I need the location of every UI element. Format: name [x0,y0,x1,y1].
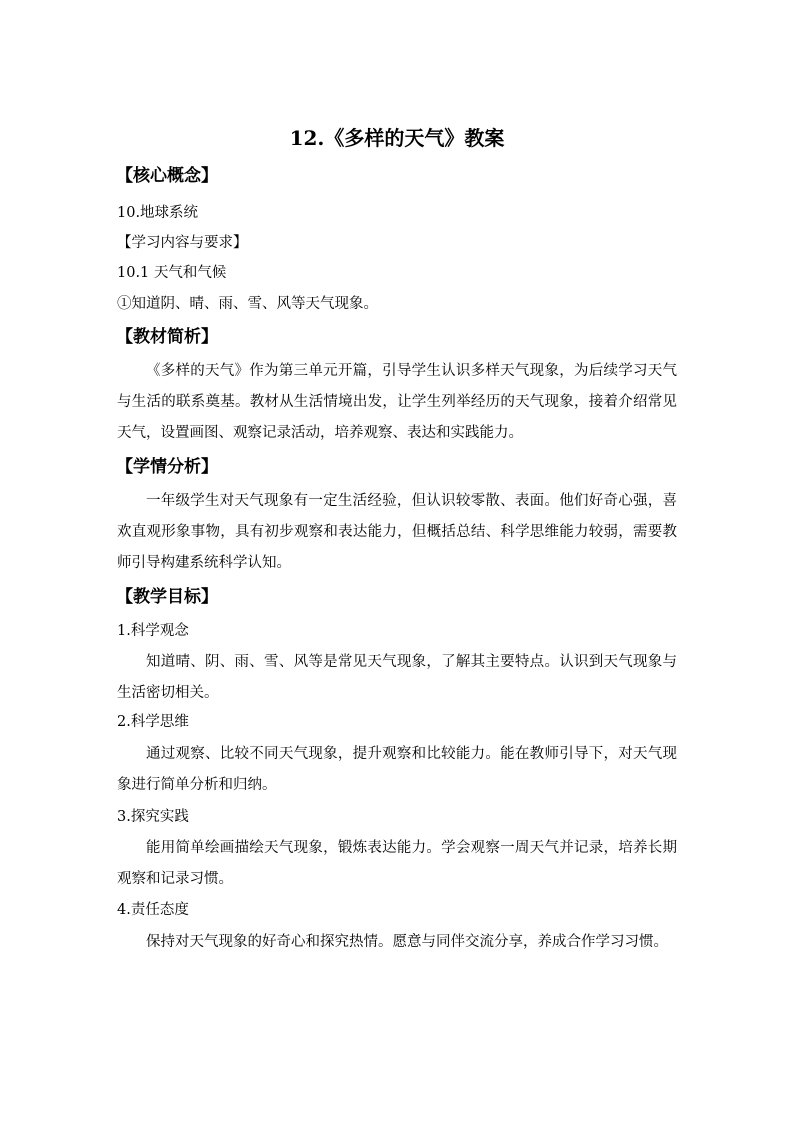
objective-label: 4.责任态度 [117,902,189,918]
textbook-analysis-paragraph: 《多样的天气》作为第三单元开篇，引导学生认识多样天气现象，为后续学习天气与生活的联系奠基。教材从生活情境出发，让学生列举经历的天气现象，接着介绍常见天气，设置画图、观察记录活动，培养观察、表达和实践能力。 [117,363,677,441]
student-analysis-paragraph: 一年级学生对天气现象有一定生活经验，但认识较零散、表面。他们好奇心强，喜欢直观形象事物，具有初步观察和表达能力，但概括总结、科学思维能力较弱，需要教师引导构建系统科学认知。 [117,493,677,571]
heading-learning-content: 【学习内容与要求】 [117,235,248,251]
heading-core-concept: 【核心概念】 [116,166,218,186]
objective-text: 知道晴、阴、雨、雪、风等是常见天气现象，了解其主要特点。认识到天气现象与生活密切相关。 [117,654,677,701]
core-concept-item: 10.地球系统 [117,205,199,221]
learning-requirement: ①知道阴、晴、雨、雪、风等天气现象。 [117,296,378,312]
heading-textbook-analysis: 【教材简析】 [116,327,218,347]
objective-label: 1.科学观念 [117,623,189,639]
objective-label: 3.探究实践 [117,809,189,825]
learning-subheading: 10.1 天气和气候 [117,265,227,281]
objective-label: 2.科学思维 [117,714,189,730]
document-title: 12.《多样的天气》教案 [289,126,505,150]
heading-student-analysis: 【学情分析】 [116,457,218,477]
heading-objectives: 【教学目标】 [116,587,218,607]
objective-text: 保持对天气现象的好奇心和探究热情。愿意与同伴交流分享，养成合作学习习惯。 [146,934,668,950]
objective-text: 通过观察、比较不同天气现象，提升观察和比较能力。能在教师引导下，对天气现象进行简单分析和归纳。 [117,746,677,793]
objective-text: 能用简单绘画描绘天气现象，锻炼表达能力。学会观察一周天气并记录，培养长期观察和记录习惯。 [117,840,677,887]
